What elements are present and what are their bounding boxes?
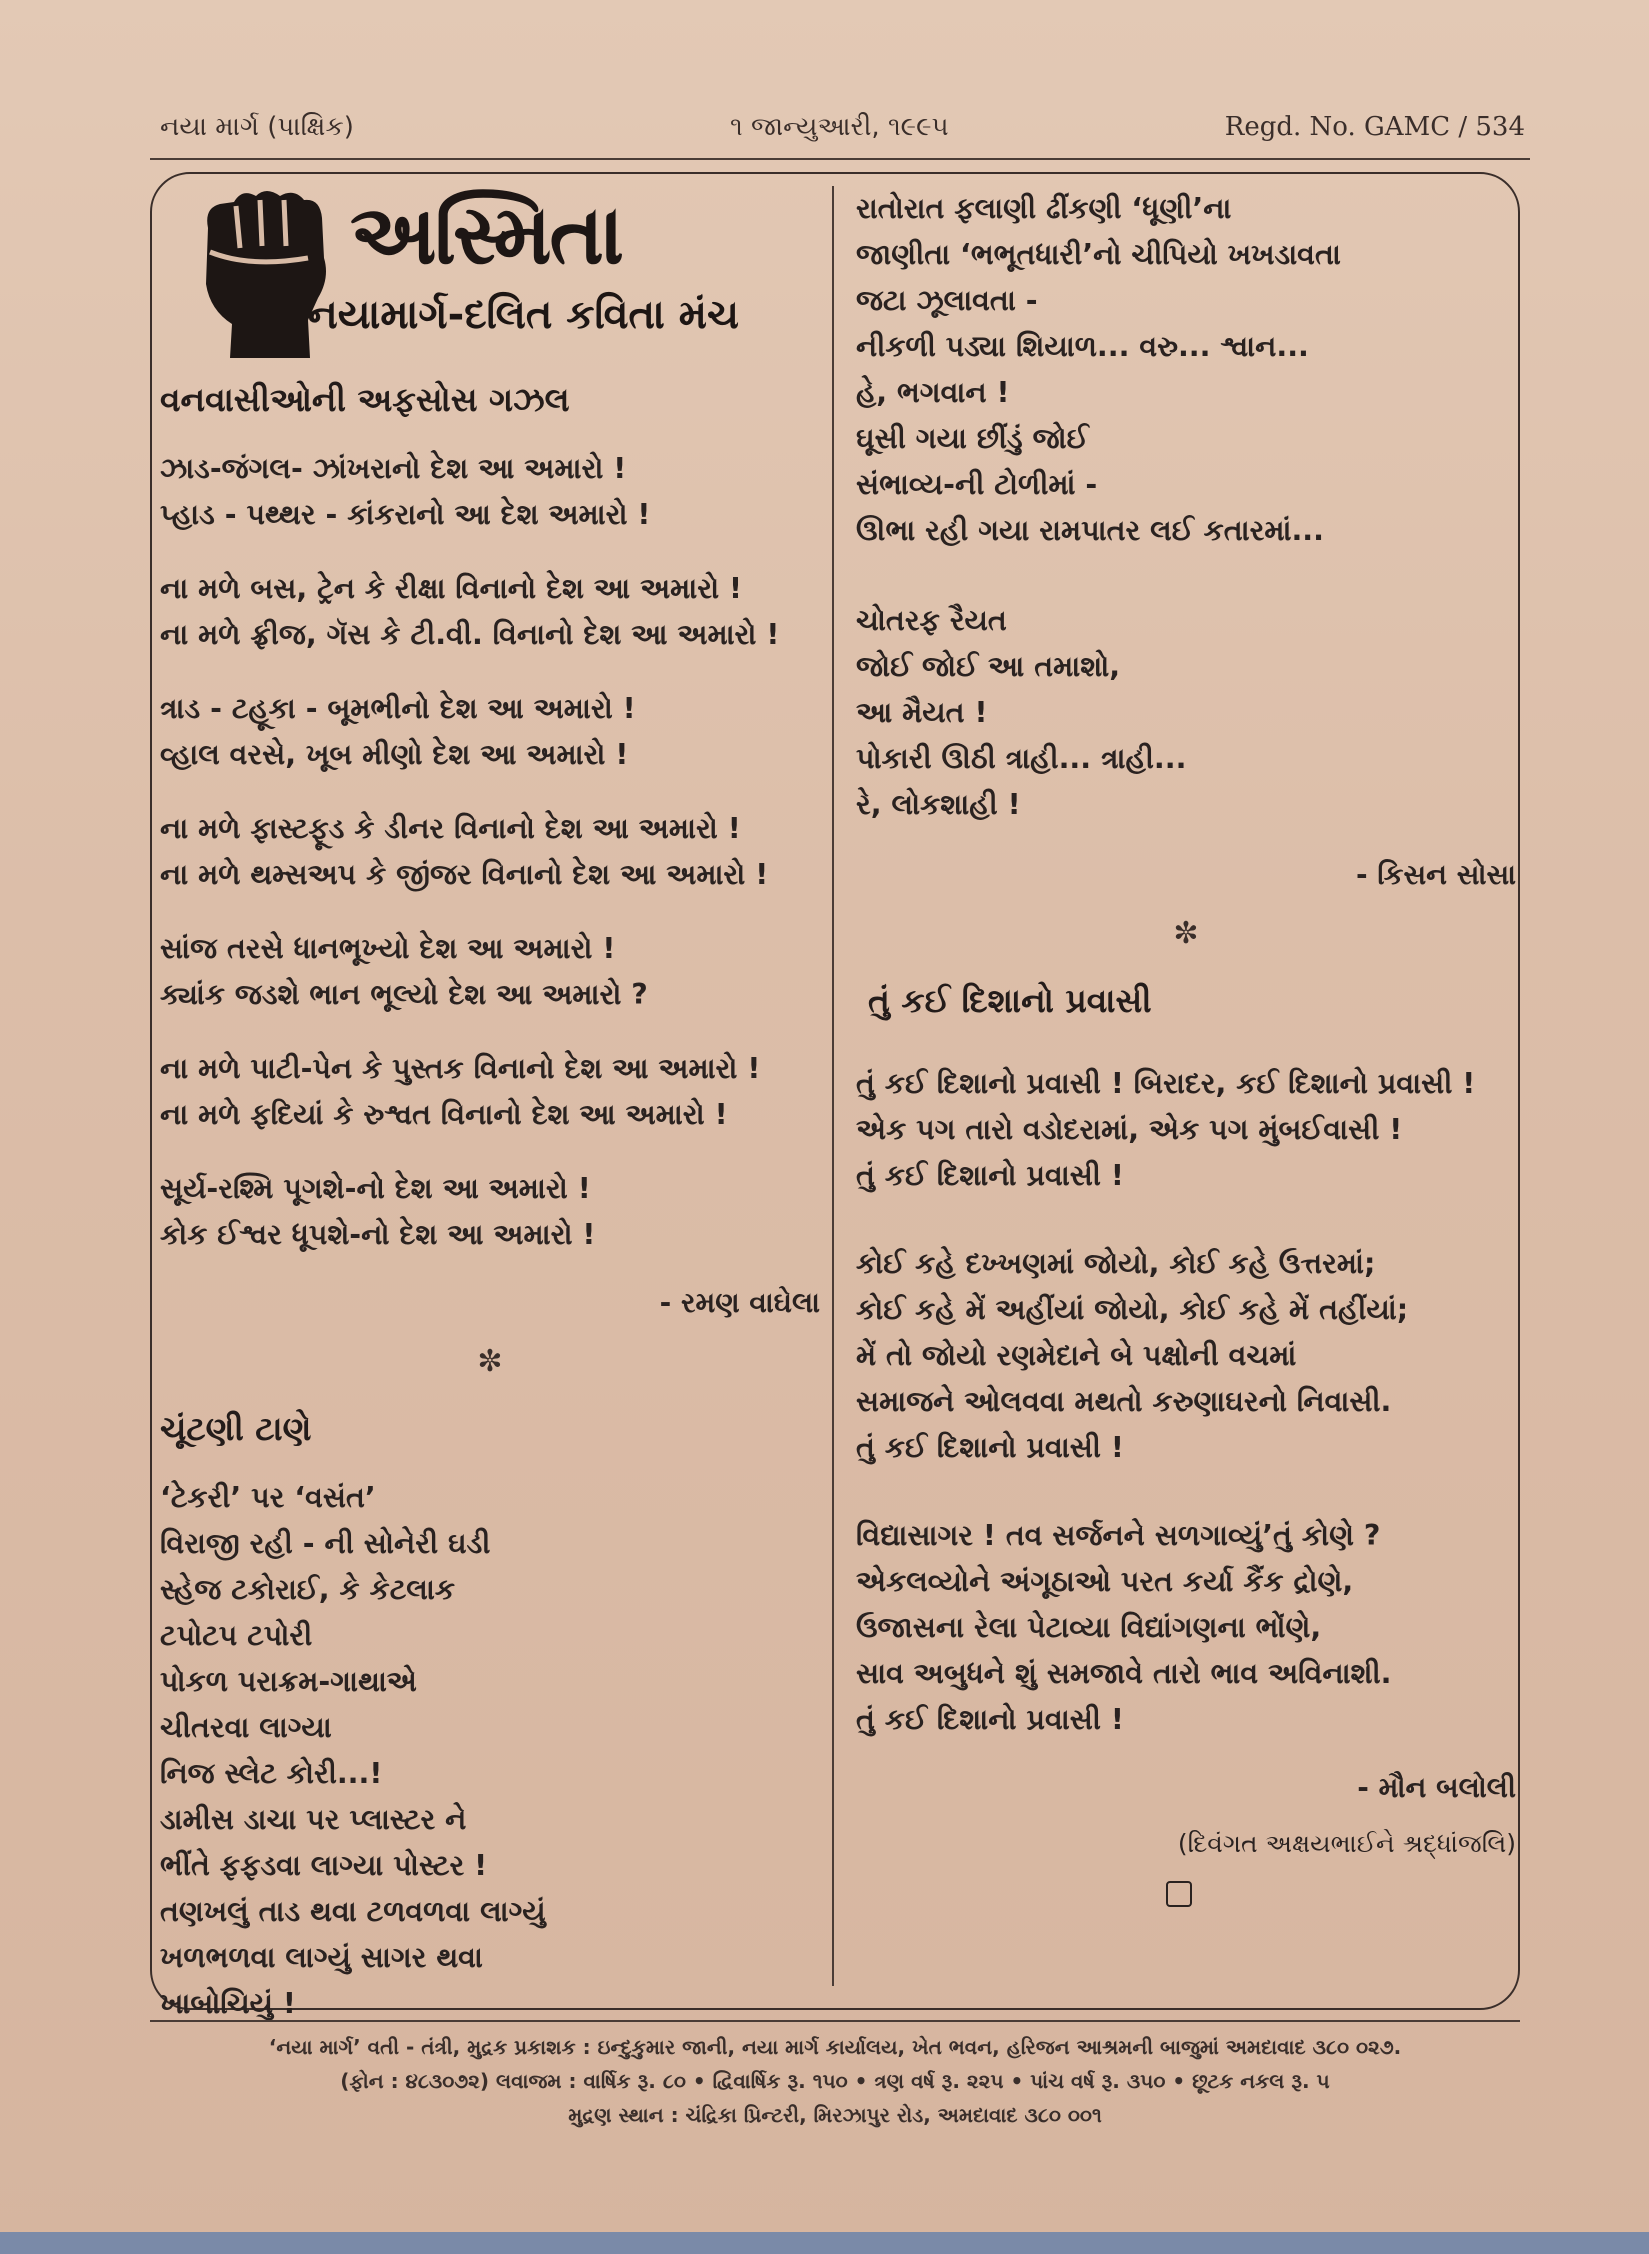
page-footer xyxy=(150,2030,1520,2132)
poem-line: તણખલું તાડ થવા ટળવળવા લાગ્યું xyxy=(160,1895,546,1928)
registration-number: Regd. No. GAMC / 534 xyxy=(1224,112,1525,142)
issue-date: ૧ જાન્યુઆરી, ૧૯૯૫ xyxy=(730,112,949,142)
poem-line: તું કઈ દિશાનો પ્રવાસી ! બિરાદર, કઈ દિશાનો પ્રવાસી ! xyxy=(856,1067,1476,1100)
poem-line: પોકળ પરાક્રમ-ગાથાએ xyxy=(160,1665,417,1698)
poem-line: સાવ અબુધને શું સમજાવે તારો ભાવ અવિનાશી. xyxy=(856,1657,1392,1690)
poem-line: હે, ભગવાન ! xyxy=(856,376,1010,409)
poem-line: સૂર્ય-રશ્મિ પૂગશે-નો દેશ આ અમારો ! xyxy=(160,1172,591,1205)
poem-line: ના મળે પાટી-પેન કે પુસ્તક વિનાનો દેશ આ અમારો ! xyxy=(160,1052,761,1085)
end-mark-icon xyxy=(1166,1881,1192,1907)
poem-line: રે, લોકશાહી ! xyxy=(856,788,1021,821)
poem-line: વિદ્યાસાગર ! તવ સર્જનને સળગાવ્યું’તું કોણે ? xyxy=(856,1519,1381,1552)
ghazal-stanza xyxy=(160,686,820,778)
traveler-title: તું કઈ દિશાનો પ્રવાસી xyxy=(868,981,1152,1020)
poem-line: ભીંતે ફફડવા લાગ્યા પોસ્ટર ! xyxy=(160,1849,488,1882)
poem-line: પોકારી ઊઠી ત્રાહી... ત્રાહી... xyxy=(856,742,1187,775)
poem-line: ખળભળવા લાગ્યું સાગર થવા xyxy=(160,1941,483,1974)
poem-line: કોઈ કહે દખ્ખણમાં જોયો, કોઈ કહે ઉત્તરમાં; xyxy=(856,1247,1376,1280)
poem-line: ના મળે ફાસ્ટફૂડ કે ડીનર વિનાનો દેશ આ અમારો ! xyxy=(160,812,741,845)
separator-star-icon: ✼ xyxy=(477,1344,503,1379)
column-divider xyxy=(832,186,834,1986)
poem-line: નીકળી પડ્યા શિયાળ... વરુ... શ્વાન... xyxy=(856,330,1309,363)
poem-line: ના મળે ફદિયાં કે રુશ્વત વિનાનો દેશ આ અમારો ! xyxy=(160,1098,728,1131)
traveler-stanza xyxy=(856,1513,1516,1743)
poem-line: વિરાજી રહી - ની સોનેરી ઘડી xyxy=(160,1527,491,1560)
poem-line: ખાબોચિયું ! xyxy=(160,1987,296,2020)
traveler-stanza xyxy=(856,1241,1516,1471)
ghazal-title: વનવાસીઓની અફસોસ ગઝલ xyxy=(160,380,570,419)
poem-line: સાંજ તરસે ધાનભૂખ્યો દેશ આ અમારો ! xyxy=(160,932,616,965)
traveler-author: - મૌન બલોલી xyxy=(1357,1771,1516,1804)
separator-star-icon: ✼ xyxy=(1173,916,1199,951)
asmita-logo xyxy=(190,188,810,368)
poem-line: ચોતરફ રૈયત xyxy=(856,604,1007,637)
poem-line: સ્હેજ ટકોરાઈ, કે કેટલાક xyxy=(160,1573,455,1606)
poem-line: નિજ સ્લેટ કોરી...! xyxy=(160,1757,383,1790)
poem-line: જોઈ જોઈ આ તમાશો, xyxy=(856,650,1121,683)
traveler-stanza xyxy=(856,1061,1516,1199)
poem-line: તું કઈ દિશાનો પ્રવાસી ! xyxy=(856,1703,1124,1736)
right-column xyxy=(856,186,1516,1907)
poem-line: કોક ઈશ્વર ધૂપશે-નો દેશ આ અમારો ! xyxy=(160,1218,596,1251)
poem-line: ઘૂસી ગયા છીંડું જોઈ xyxy=(856,422,1089,455)
tribute-note: (દિવંગત અક્ષયભાઈને શ્રદ્ધાંજલિ) xyxy=(1177,1829,1516,1858)
election-stanza xyxy=(856,598,1516,828)
poem-line: કોઈ કહે મેં અહીંયાં જોયો, કોઈ કહે મેં તહીંયાં; xyxy=(856,1293,1409,1326)
poem-line: મેં તો જોયો રણમેદાને બે પક્ષોની વચમાં xyxy=(856,1339,1297,1372)
poem-line: સંભાવ્ય-ની ટોળીમાં - xyxy=(856,468,1098,501)
poem-line: વ્હાલ વરસે, ખૂબ મીણો દેશ આ અમારો ! xyxy=(160,738,629,771)
scan-edge xyxy=(0,2232,1649,2254)
ghazal-stanza xyxy=(160,1166,820,1258)
poem-line: સમાજને ઓલવવા મથતો કરુણાઘરનો નિવાસી. xyxy=(856,1385,1392,1418)
poem-line: ટપોટપ ટપોરી xyxy=(160,1619,313,1652)
ghazal-stanza xyxy=(160,806,820,898)
poem-line: આ મૈયત ! xyxy=(856,696,988,729)
footer-rule xyxy=(150,2020,1520,2022)
poem-line: ના મળે ફ્રીજ, ગૅસ કે ટી.વી. વિનાનો દેશ આ અમારો ! xyxy=(160,618,780,651)
footer-publisher-line: ‘નયા માર્ગ’ વતી - તંત્રી, મુદ્રક પ્રકાશક : ઇન્દુકુમાર જાની, નયા માર્ગ કાર્યાલય, ખેત ભવન, હરિજન આશ્રમની બાજુમાં અમદાવાદ ૩૮૦ ૦૨૭. xyxy=(268,2035,1402,2059)
election-stanza xyxy=(160,1475,820,2027)
poem-line: ચીતરવા લાગ્યા xyxy=(160,1711,332,1744)
poem-line: ઝાડ-જંગલ- ઝાંખરાનો દેશ આ અમારો ! xyxy=(160,452,627,485)
ghazal-author: - રમણ વાઘેલા xyxy=(659,1286,820,1319)
poem-line: જટા ઝૂલાવતા - xyxy=(856,284,1038,317)
poem-line: રાતોરાત ફલાણી ઢીંકણી ‘ધૂણી’ના xyxy=(856,192,1232,225)
poem-line: તું કઈ દિશાનો પ્રવાસી ! xyxy=(856,1431,1124,1464)
footer-printer-line: મુદ્રણ સ્થાન : ચંદ્રિકા પ્રિન્ટરી, મિરઝાપુર રોડ, અમદાવાદ ૩૮૦ ૦૦૧ xyxy=(568,2103,1102,2127)
poem-line: તું કઈ દિશાનો પ્રવાસી ! xyxy=(856,1159,1124,1192)
poem-line: ‘ટેકરી’ પર ‘વસંત’ xyxy=(160,1481,376,1514)
logo-title: અસ્મિતા xyxy=(350,188,622,283)
publication-name: નયા માર્ગ (પાક્ષિક) xyxy=(160,112,354,142)
logo-subtitle: નયામાર્ગ-દલિત કવિતા મંચ xyxy=(308,292,739,338)
poem-line: ડામીસ ડાચા પર પ્લાસ્ટર ને xyxy=(160,1803,467,1836)
poem-line: ઉજાસના રેલા પેટાવ્યા વિદ્યાંગણના ભોંણે, xyxy=(856,1611,1322,1644)
poem-line: પ્હાડ - પથ્થર - કાંકરાનો આ દેશ અમારો ! xyxy=(160,498,651,531)
poem-line: ના મળે બસ, ટ્રેન કે રીક્ષા વિનાનો દેશ આ અમારો ! xyxy=(160,572,743,605)
ghazal-stanza xyxy=(160,566,820,658)
election-title: ચૂંટણી ટાણે xyxy=(160,1409,312,1448)
election-author: - કિસન સોસા xyxy=(1356,858,1516,891)
header-rule xyxy=(150,158,1530,160)
poem-line: ના મળે થમ્સઅપ કે જીંજર વિનાનો દેશ આ અમારો ! xyxy=(160,858,769,891)
ghazal-stanza xyxy=(160,926,820,1018)
poem-line: ઊભા રહી ગયા રામપાતર લઈ કતારમાં... xyxy=(856,514,1324,547)
poem-line: એકલવ્યોને અંગૂઠાઓ પરત કર્યા કૈંક દ્રોણે, xyxy=(856,1565,1354,1598)
ghazal-stanza xyxy=(160,446,820,538)
poem-line: જાણીતા ‘ભભૂતધારી’નો ચીપિયો ખખડાવતા xyxy=(856,238,1341,271)
footer-subscription-line: (ફોન : ૪૮૩૦૭૨) લવાજમ : વાર્ષિક રૂ. ૮૦ • દ્વિવાર્ષિક રૂ. ૧૫૦ • ત્રણ વર્ષ રૂ. ૨૨૫ • પાંચ વર્ષ રૂ. ૩૫૦ • છૂટક નકલ રૂ. ૫ xyxy=(340,2069,1330,2093)
poem-line: એક પગ તારો વડોદરામાં, એક પગ મુંબઈવાસી ! xyxy=(856,1113,1403,1146)
left-column xyxy=(160,380,820,2055)
poem-line: ક્યાંક જડશે ભાન ભૂલ્યો દેશ આ અમારો ? xyxy=(160,978,648,1011)
poem-line: ત્રાડ - ટહૂકા - બૂમભીનો દેશ આ અમારો ! xyxy=(160,692,636,725)
election-stanza xyxy=(856,186,1516,554)
page-header xyxy=(160,112,1525,152)
ghazal-stanza xyxy=(160,1046,820,1138)
